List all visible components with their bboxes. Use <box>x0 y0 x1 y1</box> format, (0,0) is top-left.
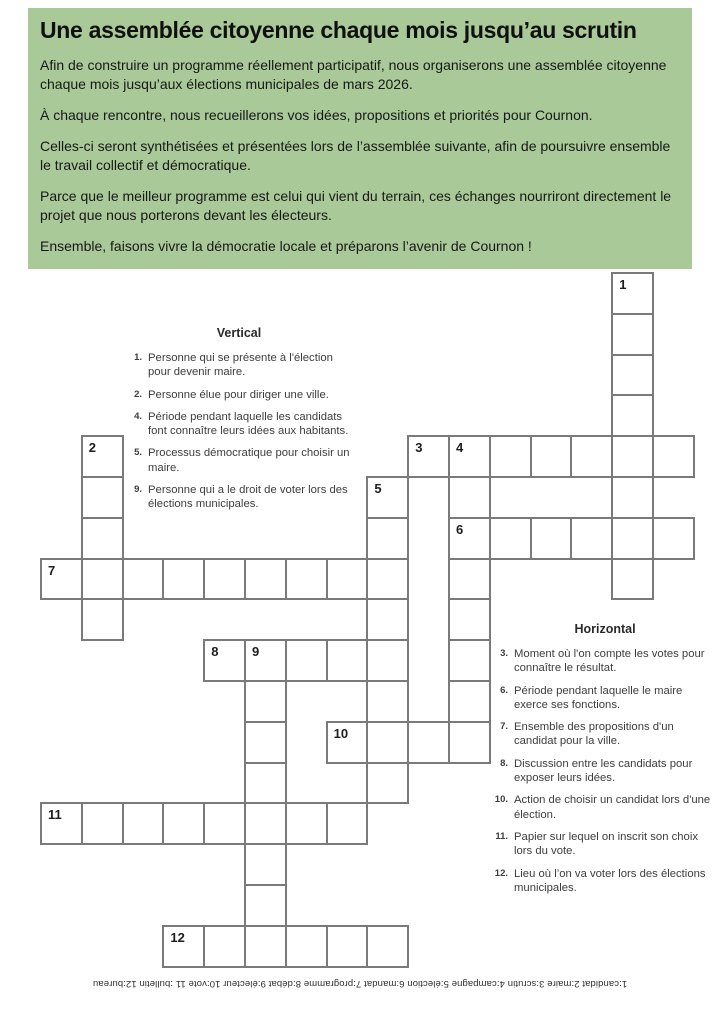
crossword-cell <box>448 435 491 478</box>
crossword-cell <box>40 558 83 601</box>
crossword-cell <box>326 925 369 968</box>
clue-number: 6. <box>500 684 508 696</box>
clue-text: Moment où l'on compte les votes pour connaître le résultat. <box>514 648 705 675</box>
crossword-cell <box>448 476 491 519</box>
clue-text: Personne qui a le droit de voter lors des élections municipales. <box>148 484 348 511</box>
crossword-cell-number: 10 <box>333 725 349 741</box>
clue-number: 3. <box>500 648 508 659</box>
crossword-cell-number: 9 <box>252 644 260 660</box>
clue-number: 7. <box>500 721 508 733</box>
crossword-cell <box>122 558 165 601</box>
crossword-cell <box>652 517 695 560</box>
header-paragraph: À chaque rencontre, nous recueillerons vos idées, propositions et priorités pour Cournon. <box>40 107 593 124</box>
crossword-cell <box>489 517 532 560</box>
crossword-cell <box>203 639 246 682</box>
answer-key: 1:candidat 2:maire 3:scrutin 4:campagne 5:élection 6:mandat 7:programme 8:débat 9:électeur 10:vote 11 :bulletin 12:bureau <box>92 978 628 989</box>
crossword-cell <box>244 843 287 886</box>
crossword-cell <box>652 435 695 478</box>
clue-text: Ensemble des propositions d'un candidat pour la ville. <box>514 721 674 748</box>
clue-text: Période pendant laquelle le maire exerce ses fonctions. <box>514 684 683 711</box>
horizontal-clues-title: Horizontal <box>574 622 636 636</box>
crossword-cell <box>203 558 246 601</box>
crossword-cell <box>162 802 205 845</box>
clue-text: Lieu où l’on va voter lors des élections municipales. <box>514 867 706 894</box>
crossword-cell <box>611 517 654 560</box>
crossword-cell <box>366 762 409 805</box>
crossword-cell <box>326 558 369 601</box>
crossword-cell-number: 2 <box>88 440 97 456</box>
crossword-cell <box>285 802 328 845</box>
crossword-cell <box>611 558 654 601</box>
header-paragraph: Afin de construire un programme réellement participatif, nous organiserons une assemblée citoyenne chaque mois jusqu’aux élections municipales de mars 2026. <box>40 57 667 93</box>
crossword-cell <box>448 721 491 764</box>
crossword-cell <box>244 558 287 601</box>
crossword-cell <box>366 721 409 764</box>
crossword-cell <box>611 313 654 356</box>
crossword-cell <box>366 476 409 519</box>
crossword-cell <box>489 435 532 478</box>
crossword-cell <box>530 435 573 478</box>
clue-item <box>126 410 352 439</box>
crossword-cell <box>611 272 654 315</box>
crossword-cell <box>81 802 124 845</box>
header-paragraph: Celles-ci seront synthétisées et présentées lors de l’assemblée suivante, afin de poursuivre ensemble le travail collectif et démocratique. <box>40 138 671 174</box>
clue-number: 5. <box>134 447 142 459</box>
crossword-cell <box>570 517 613 560</box>
crossword-cell <box>203 802 246 845</box>
clue-number: 8. <box>500 757 508 769</box>
crossword-cell <box>285 639 328 682</box>
crossword-cell <box>122 802 165 845</box>
crossword-cell <box>203 925 246 968</box>
crossword-cell <box>611 394 654 437</box>
clue-text: Personne qui se présente à l'élection pour devenir maire. <box>148 352 333 379</box>
crossword-cell <box>448 639 491 682</box>
crossword-cell-number: 11 <box>48 807 62 823</box>
vertical-clues-title: Vertical <box>216 326 262 340</box>
crossword-cell <box>162 558 205 601</box>
crossword-cell <box>244 762 287 805</box>
crossword-cell <box>326 802 369 845</box>
crossword-cell <box>162 925 205 968</box>
crossword-cell <box>407 435 450 478</box>
crossword-cell <box>570 435 613 478</box>
clue-item <box>126 388 352 402</box>
clue-number: 12. <box>494 867 508 879</box>
clue-item <box>126 483 352 512</box>
crossword-cell <box>326 639 369 682</box>
crossword-cell <box>448 680 491 723</box>
clue-number: 2. <box>134 388 142 400</box>
crossword-cell-number: 3 <box>415 440 423 456</box>
clue-text: Action de choisir un candidat lors d'une élection. <box>514 794 711 821</box>
clue-item <box>126 351 352 380</box>
crossword-cell-number: 5 <box>374 481 382 496</box>
crossword-cell <box>611 435 654 478</box>
page-title: Une assemblée citoyenne chaque mois jusqu’au scrutin <box>40 17 637 43</box>
clue-text: Personne élue pour diriger une ville. <box>148 388 329 401</box>
crossword-cell <box>448 558 491 601</box>
crossword-cell <box>366 558 409 601</box>
crossword-cell <box>244 680 287 723</box>
clue-number: 11. <box>495 830 508 842</box>
crossword-cell-number: 7 <box>48 562 56 578</box>
crossword-cell <box>81 435 124 478</box>
crossword-cell <box>81 558 124 601</box>
crossword-cell <box>407 721 450 764</box>
crossword-cell-number: 4 <box>456 440 464 456</box>
crossword-cell <box>448 598 491 641</box>
crossword-cell <box>244 721 287 764</box>
clue-text: Période pendant laquelle les candidats font connaître leurs idées aux habitants. <box>148 410 349 438</box>
crossword-cell <box>366 598 409 641</box>
clue-text: Discussion entre les candidats pour exposer leurs idées. <box>514 757 693 785</box>
crossword-cell <box>366 925 409 968</box>
crossword-cell <box>326 721 369 764</box>
crossword-cell <box>448 517 491 560</box>
crossword-cell <box>244 802 287 845</box>
vertical-clues-section <box>126 326 352 520</box>
crossword-cell <box>244 639 287 682</box>
crossword-cell <box>285 925 328 968</box>
header-paragraph: Ensemble, faisons vivre la démocratie locale et préparons l’avenir de Cournon ! <box>40 238 532 255</box>
clue-number: 4. <box>134 410 142 422</box>
crossword-cell <box>366 517 409 560</box>
crossword-cell <box>40 802 83 845</box>
clue-item <box>492 647 718 676</box>
crossword-cell <box>81 476 124 519</box>
crossword-cell-number: 8 <box>211 644 219 660</box>
crossword-cell-number: 1 <box>619 277 627 292</box>
crossword-cell-number: 6 <box>456 521 464 537</box>
clue-item <box>126 446 352 475</box>
clue-number: 10. <box>494 794 508 806</box>
clue-text: Papier sur lequel on inscrit son choix lors du vote. <box>514 830 698 858</box>
crossword-cell <box>611 354 654 397</box>
clue-item <box>492 757 718 786</box>
crossword-cell <box>244 884 287 927</box>
header-banner <box>28 8 692 269</box>
crossword-cell <box>81 517 124 560</box>
crossword-cell <box>244 925 287 968</box>
crossword-cell <box>366 639 409 682</box>
crossword-cell <box>285 558 328 601</box>
crossword-cell <box>81 598 124 641</box>
header-paragraph: Parce que le meilleur programme est celui qui vient du terrain, ces échanges nourriront directement le projet que nous porterons devant les électeurs. <box>40 188 672 224</box>
crossword-cell <box>611 476 654 519</box>
clue-text: Processus démocratique pour choisir un maire. <box>148 447 350 474</box>
clue-item <box>492 720 718 749</box>
clue-item <box>492 867 718 896</box>
crossword-cell <box>530 517 573 560</box>
horizontal-clues-section <box>492 622 718 903</box>
clue-item <box>492 793 718 822</box>
clue-number: 1. <box>134 352 142 363</box>
crossword-cell <box>366 680 409 723</box>
clue-item <box>492 684 718 713</box>
crossword-cell-number: 12 <box>170 929 185 945</box>
clue-number: 9. <box>134 484 142 496</box>
clue-item <box>492 830 718 859</box>
